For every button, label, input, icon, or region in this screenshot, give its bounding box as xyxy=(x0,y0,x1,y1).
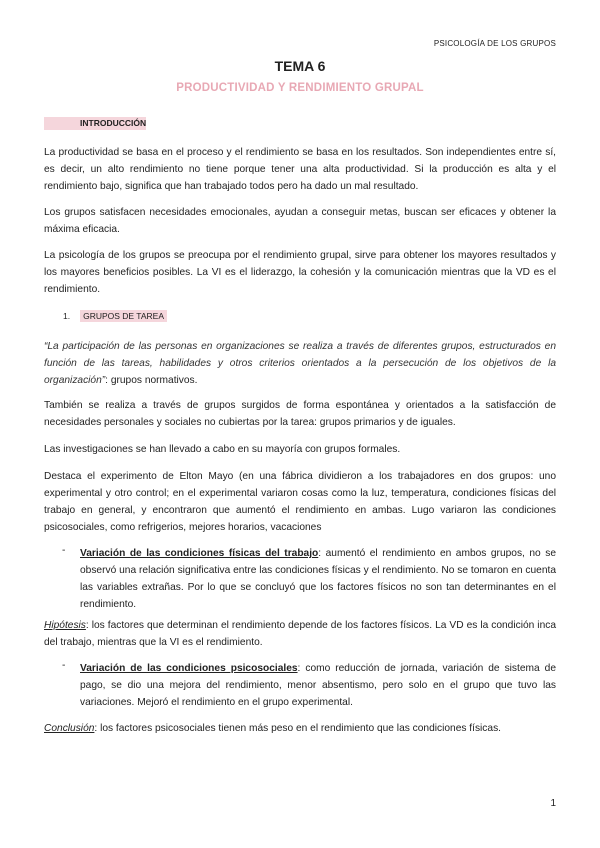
paragraph-2: Los grupos satisfacen necesidades emocionales, ayudan a conseguir metas, buscan ser eficaces y obtener la máxima eficacia. xyxy=(44,207,556,235)
section-heading-introduccion: INTRODUCCIÓN xyxy=(80,118,147,128)
page-title: TEMA 6 xyxy=(274,58,326,74)
hypothesis-paragraph xyxy=(44,617,556,651)
quote-tail: : grupos normativos. xyxy=(105,375,198,386)
numbered-heading-grupos-de-tarea xyxy=(63,311,167,321)
item-label: GRUPOS DE TAREA xyxy=(80,310,167,322)
bullet-title-psicosociales: Variación de las condiciones psicosociales xyxy=(80,663,298,674)
quote-paragraph xyxy=(44,338,556,389)
paragraph-6: Destaca el experimento de Elton Mayo (en una fábrica dividieron a los trabajadores en dos grupos: uno experimental y otro control; en el experimental variaron cosas como la luz, temperatura, condiciones físicas del trabajo en general, y encontraron que aumentó el rendimiento en ambas. Lugo variaron las condiciones psicosociales, como refrigerios, mejores horarios, vacaciones xyxy=(44,471,556,533)
conclusion-label: Conclusión xyxy=(44,723,95,734)
bullet-dash-1: - xyxy=(62,545,66,556)
bullet-title-fisicas: Variación de las condiciones físicas del trabajo xyxy=(80,548,319,559)
hypothesis-text: : los factores que determinan el rendimiento depende de los factores físicos. La VD es la condición inca del trabajo, mientras que la VI es el rendimiento. xyxy=(44,620,556,648)
conclusion-paragraph xyxy=(44,720,556,737)
page-number: 1 xyxy=(550,798,556,809)
paragraph-5: Las investigaciones se han llevado a cabo en su mayoría con grupos formales. xyxy=(44,444,401,455)
page-subtitle: PRODUCTIVIDAD Y RENDIMIENTO GRUPAL xyxy=(176,82,424,94)
paragraph-4: También se realiza a través de grupos surgidos de forma espontánea y orientados a la satisfacción de necesidades personales y sociales no cubiertas por la tarea: grupos primarios y de iguales. xyxy=(44,400,556,428)
paragraph-3: La psicología de los grupos se preocupa por el rendimiento grupal, sirve para obtener los mayores resultados y los mayores beneficios posibles. La VI es el liderazgo, la cohesión y la comunicación mientras que la VD es el rendimiento. xyxy=(44,250,556,295)
paragraph-1: La productividad se basa en el proceso y el rendimiento se basa en los resultados. Son independientes entre sí, es decir, un alto rendimiento no tiene porque tener una alta productividad. Si la producción es alta y el rendimiento bajo, significa que han trabajado todos pero ha dado un mal resultado. xyxy=(44,147,556,192)
bullet-dash-2: - xyxy=(62,660,66,671)
quote-text: “La participación de las personas en organizaciones se realiza a través de diferentes grupos, estructurados en función de las tareas, habilidades y otros criterios orientados a la persecución de los objetivos de la organización” xyxy=(44,341,556,386)
bullet-item-fisicas xyxy=(80,545,556,613)
conclusion-text: : los factores psicosociales tienen más peso en el rendimiento que las condiciones físicas. xyxy=(94,723,501,734)
bullet-item-psicosociales xyxy=(80,660,556,711)
running-header: PSICOLOGÍA DE LOS GRUPOS xyxy=(433,39,556,48)
bullet-text-fisicas: : aumentó el rendimiento en ambos grupos, no se observó una relación significativa entre las condiciones físicas y el rendimiento. No se tomaron en cuenta las variables extrañas. Por lo que se concluyó que los factores físicos no son tan determinantes en el rendimiento. xyxy=(80,548,556,610)
bullet-text-psicosociales: : como reducción de jornada, variación de sistema de pago, se dio una mejora del rendimiento, menor absentismo, pero solo en el grupo que tuvo las variaciones. Mejoró el rendimiento en el grupo experimental. xyxy=(80,663,556,708)
item-number: 1. xyxy=(63,311,71,321)
hypothesis-label: Hipótesis xyxy=(44,620,86,631)
